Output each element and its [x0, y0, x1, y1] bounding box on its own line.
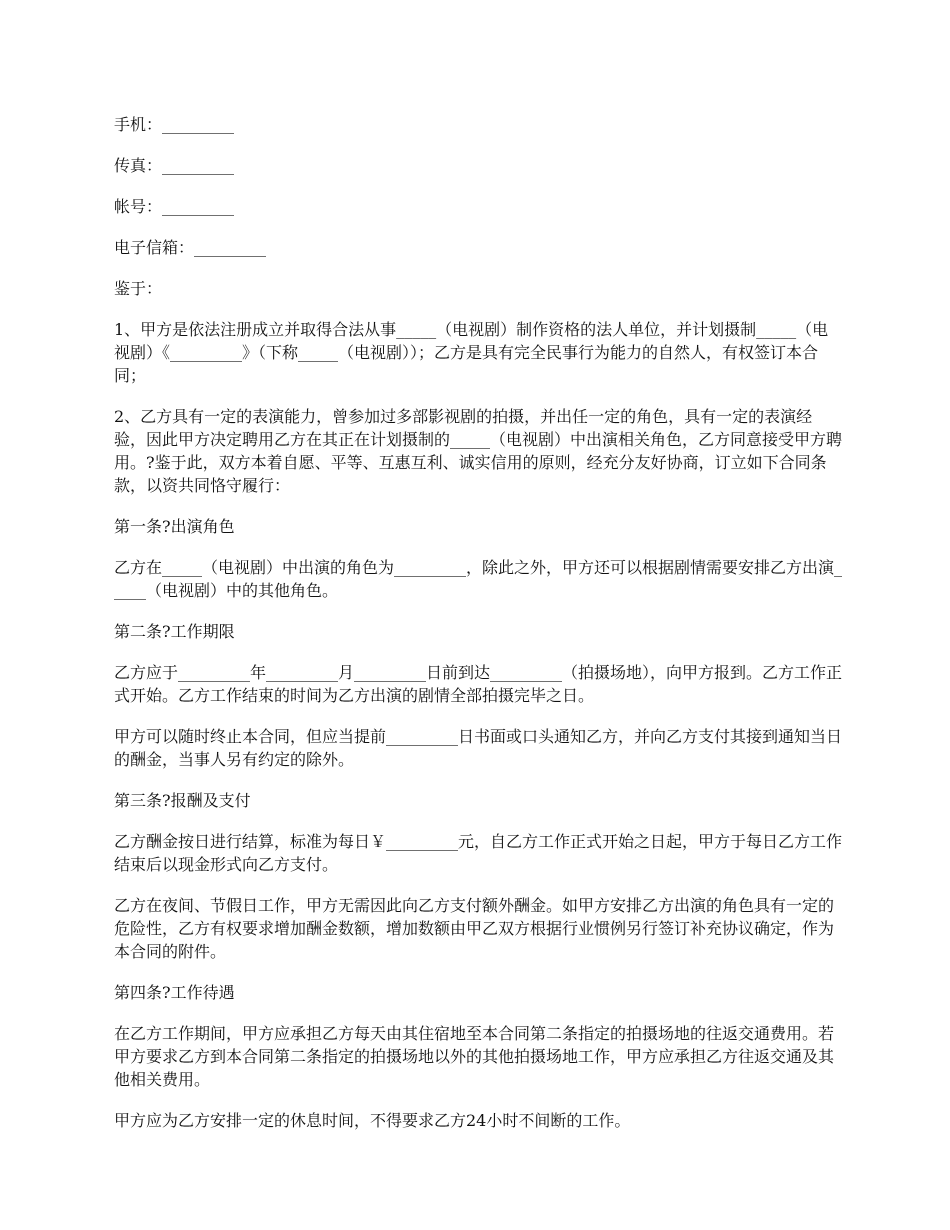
field-mobile: 手机：_________: [114, 115, 235, 134]
field-email: 电子信箱：_________: [114, 238, 267, 257]
article-1-body: 乙方在_____（电视剧）中出演的角色为_________，除此之外，甲方还可以根据剧情需要安排乙方出演_____（电视剧）中的其他角色。: [114, 558, 843, 600]
document-body: [114, 113, 844, 1150]
article-4-body-1: 在乙方工作期间，甲方应承担乙方每天由其住宿地至本合同第二条指定的拍摄场地的往返交通费用。若甲方要求乙方到本合同第二条指定的拍摄场地以外的其他拍摄场地工作，甲方应承担乙方往返交通及其他相关费用。: [114, 1024, 835, 1089]
article-4-heading: 第四条?工作待遇: [114, 983, 235, 1002]
article-3-body-2: 乙方在夜间、节假日工作，甲方无需因此向乙方支付额外酬金。如甲方安排乙方出演的角色具有一定的危险性，乙方有权要求增加酬金数额，增加数额由甲乙双方根据行业惯例另行签订补充协议确定，作为本合同的附件。: [114, 896, 835, 961]
article-3-heading: 第三条?报酬及支付: [114, 791, 251, 810]
whereas-heading: 鉴于：: [114, 279, 163, 298]
field-account: 帐号：_________: [114, 197, 235, 216]
whereas-clause-1: 1、甲方是依法注册成立并取得合法从事_____（电视剧）制作资格的法人单位，并计划摄制_____（电视剧）《_________》（下称_____（电视剧））；乙方是具有完全民事行为能力的自然人，有权签订本合同；: [114, 320, 829, 385]
article-1-heading: 第一条?出演角色: [114, 517, 235, 536]
article-2-body-2: 甲方可以随时终止本合同，但应当提前_________日书面或口头通知乙方，并向乙方支付其接到通知当日的酬金，当事人另有约定的除外。: [114, 727, 843, 769]
field-fax: 传真：_________: [114, 156, 235, 175]
article-2-heading: 第二条?工作期限: [114, 622, 235, 641]
article-3-body-1: 乙方酬金按日进行结算，标准为每日￥_________元，自乙方工作正式开始之日起，甲方于每日乙方工作结束后以现金形式向乙方支付。: [114, 832, 843, 874]
article-4-body-2: 甲方应为乙方安排一定的休息时间，不得要求乙方24小时不间断的工作。: [114, 1111, 631, 1130]
article-2-body-1: 乙方应于_________年_________月_________日前到达_________（拍摄场地），向甲方报到。乙方工作正式开始。乙方工作结束的时间为乙方出演的剧情全部拍摄完毕之日。: [114, 663, 843, 705]
whereas-clause-2: 2、乙方具有一定的表演能力，曾参加过多部影视剧的拍摄，并出任一定的角色，具有一定的表演经验，因此甲方决定聘用乙方在其正在计划摄制的_____（电视剧）中出演相关角色，乙方同意接受甲方聘用。?鉴于此，双方本着自愿、平等、互惠互利、诚实信用的原则，经充分友好协商，订立如下合同条款，以资共同恪守履行：: [114, 407, 843, 495]
